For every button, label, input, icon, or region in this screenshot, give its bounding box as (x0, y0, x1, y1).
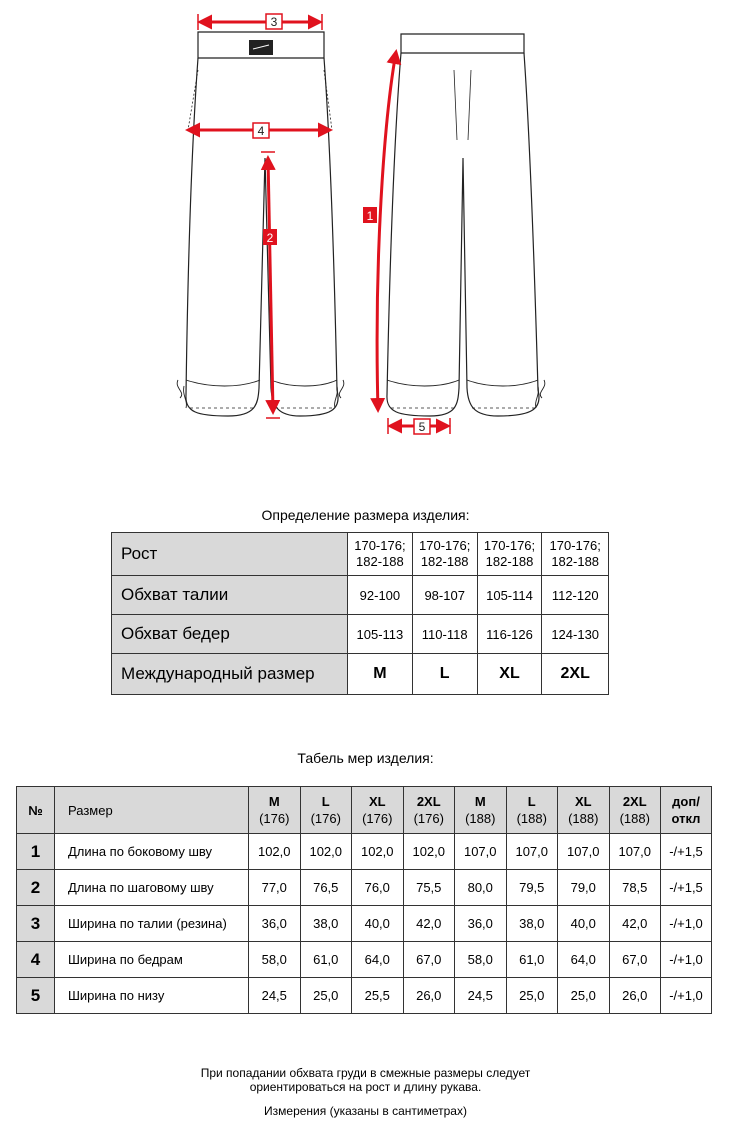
measure-2-badge: 2 (266, 231, 274, 245)
measure-row-num: 1 (17, 834, 55, 870)
measure-table (16, 786, 712, 1014)
measure-cell: 64,0 (352, 942, 404, 978)
measure-cell: 107,0 (506, 834, 558, 870)
measure-row-name: Ширина по низу (55, 978, 249, 1014)
measure-row (17, 978, 712, 1014)
measure-header-size: M (176) (249, 787, 301, 834)
size-cell: 98-107 (412, 576, 477, 615)
size-cell: 116-126 (477, 615, 542, 654)
measure-cell: 75,5 (403, 870, 455, 906)
pants-front-view (177, 32, 344, 416)
measure-row-num: 5 (17, 978, 55, 1014)
size-row-label: Международный размер (112, 654, 348, 695)
measure-row-name: Длина по шаговому шву (55, 870, 249, 906)
measure-cell: 61,0 (506, 942, 558, 978)
size-cell: L (412, 654, 477, 695)
measure-tolerance: -/+1,0 (661, 942, 712, 978)
measure-cell: 76,5 (300, 870, 352, 906)
fit-note (0, 1066, 731, 1094)
size-cell: M (348, 654, 413, 695)
size-cell: 105-114 (477, 576, 542, 615)
measure-cell: 36,0 (455, 906, 507, 942)
measure-cell: 79,0 (558, 870, 610, 906)
size-cell: 170-176; 182-188 (348, 533, 413, 576)
size-cell: 170-176; 182-188 (477, 533, 542, 576)
size-row-label: Рост (112, 533, 348, 576)
measure-row (17, 834, 712, 870)
measure-tolerance: -/+1,5 (661, 870, 712, 906)
measure-cell: 80,0 (455, 870, 507, 906)
measure-cell: 58,0 (455, 942, 507, 978)
measure-header-size: XL (188) (558, 787, 610, 834)
measure-header-size: M (188) (455, 787, 507, 834)
fit-note-line: При попадании обхвата груди в смежные размеры следует (200, 1066, 531, 1080)
units-note: Измерения (указаны в сантиметрах) (264, 1104, 467, 1118)
measure-cell: 38,0 (300, 906, 352, 942)
measure-cell: 40,0 (558, 906, 610, 942)
measure-table-title: Табель мер изделия: (297, 750, 434, 766)
measure-cell: 102,0 (403, 834, 455, 870)
measure-row-name: Ширина по бедрам (55, 942, 249, 978)
measure-5-badge: 5 (418, 420, 426, 434)
measure-cell: 64,0 (558, 942, 610, 978)
size-table (111, 532, 609, 695)
measure-row (17, 942, 712, 978)
measure-cell: 38,0 (506, 906, 558, 942)
measure-cell: 107,0 (455, 834, 507, 870)
measure-cell: 25,0 (558, 978, 610, 1014)
size-row-label: Обхват талии (112, 576, 348, 615)
measure-header-tolerance: доп/откл (661, 787, 712, 834)
measure-cell: 25,0 (506, 978, 558, 1014)
measure-row-name: Длина по боковому шву (55, 834, 249, 870)
measure-4-badge: 4 (257, 124, 265, 138)
size-row-hips (112, 615, 609, 654)
measure-tolerance: -/+1,0 (661, 978, 712, 1014)
pants-back-view (387, 34, 545, 416)
measure-cell: 26,0 (403, 978, 455, 1014)
measure-cell: 78,5 (609, 870, 661, 906)
measure-cell: 24,5 (455, 978, 507, 1014)
measure-header-row (17, 787, 712, 834)
measure-row-num: 4 (17, 942, 55, 978)
measure-cell: 36,0 (249, 906, 301, 942)
measure-cell: 24,5 (249, 978, 301, 1014)
measure-cell: 25,5 (352, 978, 404, 1014)
measure-cell: 77,0 (249, 870, 301, 906)
measure-header-size: XL (176) (352, 787, 404, 834)
measure-cell: 79,5 (506, 870, 558, 906)
size-cell: 170-176; 182-188 (542, 533, 609, 576)
measure-tolerance: -/+1,5 (661, 834, 712, 870)
size-cell: 110-118 (412, 615, 477, 654)
measure-cell: 25,0 (300, 978, 352, 1014)
measure-cell: 42,0 (609, 906, 661, 942)
measure-cell: 102,0 (249, 834, 301, 870)
measure-cell: 102,0 (300, 834, 352, 870)
size-cell: XL (477, 654, 542, 695)
size-cell: 2XL (542, 654, 609, 695)
measure-1-line (377, 52, 396, 410)
measure-cell: 26,0 (609, 978, 661, 1014)
size-cell: 92-100 (348, 576, 413, 615)
measure-cell: 107,0 (558, 834, 610, 870)
measure-tolerance: -/+1,0 (661, 906, 712, 942)
measure-row-num: 2 (17, 870, 55, 906)
size-cell: 170-176; 182-188 (412, 533, 477, 576)
measure-1-badge: 1 (366, 209, 374, 223)
pants-illustration (0, 0, 731, 440)
measure-cell: 107,0 (609, 834, 661, 870)
measure-row (17, 906, 712, 942)
size-cell: 105-113 (348, 615, 413, 654)
size-cell: 112-120 (542, 576, 609, 615)
measure-header-size: L (188) (506, 787, 558, 834)
measure-cell: 76,0 (352, 870, 404, 906)
size-row-height (112, 533, 609, 576)
measure-cell: 40,0 (352, 906, 404, 942)
measure-header-size: 2XL (188) (609, 787, 661, 834)
measure-cell: 102,0 (352, 834, 404, 870)
measure-header-size: 2XL (176) (403, 787, 455, 834)
size-row-waist (112, 576, 609, 615)
measure-cell: 67,0 (403, 942, 455, 978)
measure-cell: 58,0 (249, 942, 301, 978)
size-table-title: Определение размера изделия: (261, 507, 470, 523)
measure-header-name: Размер (55, 787, 249, 834)
measure-header-num: № (17, 787, 55, 834)
measure-3-badge: 3 (270, 15, 278, 29)
size-row-international (112, 654, 609, 695)
measure-header-size: L (176) (300, 787, 352, 834)
size-cell: 124-130 (542, 615, 609, 654)
measure-row-name: Ширина по талии (резина) (55, 906, 249, 942)
fit-note-line: ориентироваться на рост и длину рукава. (249, 1080, 482, 1094)
measure-cell: 67,0 (609, 942, 661, 978)
measure-row-num: 3 (17, 906, 55, 942)
measure-cell: 61,0 (300, 942, 352, 978)
measure-row (17, 870, 712, 906)
measure-cell: 42,0 (403, 906, 455, 942)
size-row-label: Обхват бедер (112, 615, 348, 654)
